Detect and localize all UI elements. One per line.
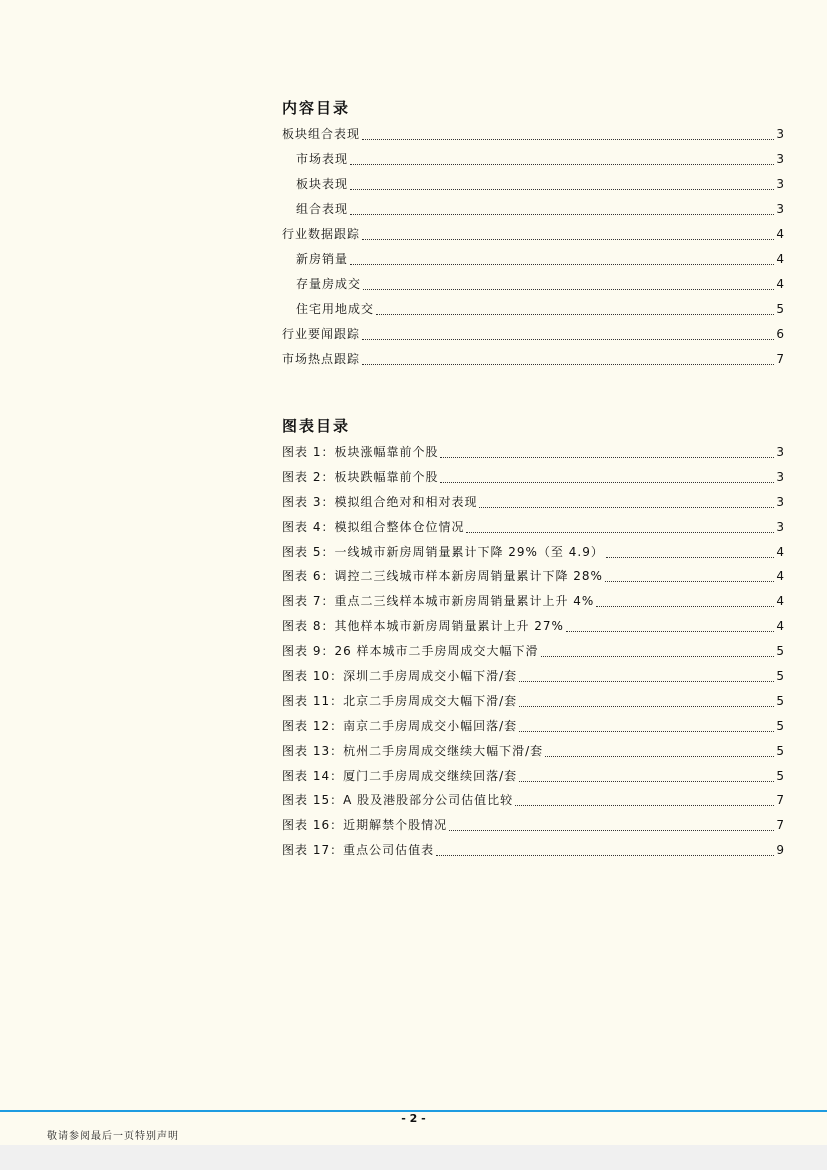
figure-entry[interactable]	[282, 739, 784, 764]
figure-entry-page: 3	[776, 519, 784, 534]
figure-entry-label: 图表 3：模拟组合绝对和相对表现	[282, 494, 478, 509]
figure-entry[interactable]	[282, 490, 784, 515]
dot-leader	[350, 164, 774, 165]
figure-entry-page: 5	[776, 693, 784, 708]
figure-entry-label: 图表 1：板块涨幅靠前个股	[282, 445, 439, 459]
figure-entry-label: 图表 11：北京二手房周成交大幅下滑/套	[282, 693, 518, 708]
figure-entry-label: 图表 10：深圳二手房周成交小幅下滑/套	[282, 669, 518, 684]
figure-entry-page: 3	[776, 469, 784, 484]
figure-entry-label: 图表 15：A 股及港股部分公司估值比较	[282, 793, 514, 808]
dot-leader	[350, 189, 774, 190]
toc-entry[interactable]	[282, 122, 784, 147]
dot-leader	[449, 830, 774, 831]
figure-entry-page: 5	[776, 644, 784, 659]
figure-entry-label: 图表 13：杭州二手房周成交继续大幅下滑/套	[282, 743, 544, 758]
figure-entry[interactable]	[282, 465, 784, 490]
toc-entry-label: 新房销量	[296, 252, 349, 266]
figures-list	[282, 440, 784, 863]
toc-entry[interactable]	[282, 247, 784, 272]
figure-entry[interactable]	[282, 664, 784, 689]
figure-entry[interactable]	[282, 813, 784, 838]
dot-leader	[362, 339, 774, 340]
dot-leader	[519, 781, 774, 782]
figure-entry[interactable]	[282, 540, 784, 565]
figure-entry[interactable]	[282, 589, 784, 614]
dot-leader	[515, 805, 774, 806]
figure-entry-page: 4	[776, 619, 784, 634]
dot-leader	[436, 855, 774, 856]
figure-entry-label: 图表 17：重点公司估值表	[282, 843, 435, 858]
toc-entry-label: 市场热点跟踪	[282, 352, 361, 366]
page-number: - 2 -	[401, 1112, 426, 1125]
dot-leader	[440, 457, 774, 458]
dot-leader	[541, 656, 775, 657]
dot-leader	[350, 214, 774, 215]
dot-leader	[479, 507, 774, 508]
toc-entry-label: 行业要闻跟踪	[282, 327, 361, 341]
figure-entry[interactable]	[282, 639, 784, 664]
table-of-contents	[282, 96, 784, 863]
toc-entry-page: 5	[776, 302, 784, 316]
toc-entry-label: 组合表现	[296, 202, 349, 216]
figure-entry-label: 图表 14：厦门二手房周成交继续回落/套	[282, 768, 518, 783]
figure-entry-page: 5	[776, 768, 784, 783]
toc-entry[interactable]	[282, 322, 784, 347]
figure-entry[interactable]	[282, 764, 784, 789]
footer-disclaimer: 敬请参阅最后一页特别声明	[47, 1131, 179, 1142]
dot-leader	[350, 264, 774, 265]
figure-entry-page: 7	[776, 818, 784, 833]
figure-entry-page: 7	[776, 793, 784, 808]
toc-entry-page: 3	[776, 152, 784, 166]
toc-entry-page: 7	[776, 352, 784, 366]
toc-entry-label: 存量房成交	[296, 277, 362, 291]
footer-band	[0, 1145, 827, 1170]
toc-entry[interactable]	[282, 222, 784, 247]
figure-entry-page: 5	[776, 669, 784, 684]
toc-entry-page: 3	[776, 202, 784, 216]
figure-entry[interactable]	[282, 714, 784, 739]
dot-leader	[596, 606, 774, 607]
dot-leader	[363, 289, 774, 290]
figure-entry-page: 4	[776, 544, 784, 559]
dot-leader	[606, 557, 775, 558]
figure-entry-page: 4	[776, 594, 784, 609]
figure-entry-label: 图表 2：板块跌幅靠前个股	[282, 469, 439, 484]
figure-entry-label: 图表 7：重点二三线样本城市新房周销量累计上升 4%	[282, 594, 595, 609]
dot-leader	[605, 581, 774, 582]
figure-entry-label: 图表 8：其他样本城市新房周销量累计上升 27%	[282, 619, 564, 634]
figure-entry-page: 3	[776, 494, 784, 509]
dot-leader	[519, 681, 774, 682]
toc-entry-page: 4	[776, 277, 784, 291]
toc-entry-label: 住宅用地成交	[296, 302, 375, 316]
figure-entry-page: 5	[776, 718, 784, 733]
figure-entry[interactable]	[282, 564, 784, 589]
figure-entry-page: 9	[776, 843, 784, 858]
figure-entry-label: 图表 16：近期解禁个股情况	[282, 818, 448, 833]
figure-entry-page: 4	[776, 569, 784, 584]
figure-entry[interactable]	[282, 515, 784, 540]
dot-leader	[362, 364, 774, 365]
toc-entry-label: 市场表现	[296, 152, 349, 166]
toc-entry[interactable]	[282, 297, 784, 322]
dot-leader	[519, 706, 774, 707]
toc-entry-page: 3	[776, 127, 784, 141]
dot-leader	[545, 756, 774, 757]
figure-entry[interactable]	[282, 838, 784, 863]
dot-leader	[519, 731, 774, 732]
toc-entry-page: 4	[776, 227, 784, 241]
dot-leader	[362, 139, 774, 140]
toc-entry-page: 4	[776, 252, 784, 266]
toc-entry[interactable]	[282, 272, 784, 297]
dot-leader	[362, 239, 774, 240]
figure-entry[interactable]	[282, 689, 784, 714]
toc-entry[interactable]	[282, 347, 784, 372]
figure-entry-label: 图表 9：26 样本城市二手房周成交大幅下滑	[282, 644, 539, 659]
figure-entry[interactable]	[282, 440, 784, 465]
toc-entry-label: 行业数据跟踪	[282, 227, 361, 241]
figure-entry-label: 图表 5：一线城市新房周销量累计下降 29%（至 4.9）	[282, 544, 604, 559]
toc-entry-page: 3	[776, 177, 784, 191]
figure-entry[interactable]	[282, 614, 784, 639]
toc-entry-label: 板块表现	[296, 177, 349, 191]
toc-entry[interactable]	[282, 147, 784, 172]
dot-leader	[566, 631, 774, 632]
figure-entry[interactable]	[282, 788, 784, 813]
contents-title: 内容目录	[282, 99, 351, 117]
figure-entry-page: 3	[776, 445, 784, 459]
figure-entry-label: 图表 4：模拟组合整体仓位情况	[282, 519, 465, 534]
toc-entry-label: 板块组合表现	[282, 127, 361, 141]
figures-title: 图表目录	[282, 417, 351, 435]
section-gap	[282, 372, 784, 414]
contents-list	[282, 122, 784, 372]
dot-leader	[466, 532, 774, 533]
figure-entry-label: 图表 12：南京二手房周成交小幅回落/套	[282, 718, 518, 733]
figure-entry-label: 图表 6：调控二三线城市样本新房周销量累计下降 28%	[282, 569, 603, 584]
figure-entry-page: 5	[776, 743, 784, 758]
toc-entry[interactable]	[282, 197, 784, 222]
toc-entry-page: 6	[776, 327, 784, 341]
dot-leader	[440, 482, 774, 483]
toc-entry[interactable]	[282, 172, 784, 197]
dot-leader	[376, 314, 774, 315]
